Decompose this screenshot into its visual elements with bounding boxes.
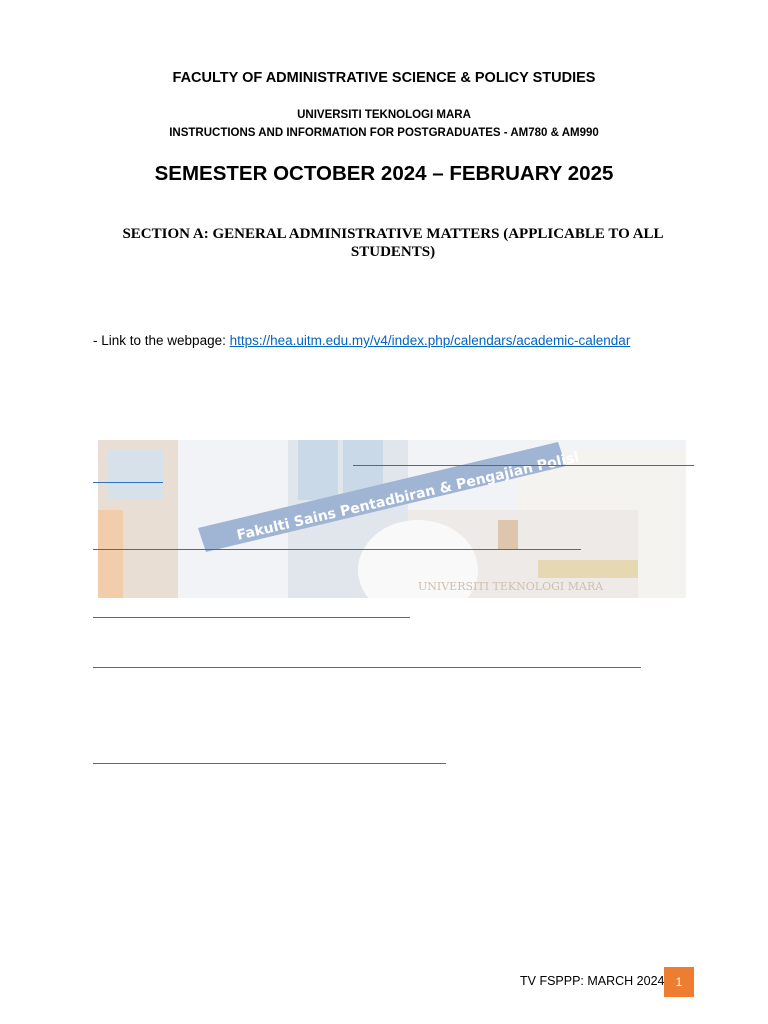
link-prefix: - Link to the webpage: [93, 333, 230, 348]
blank-link-line[interactable] [93, 667, 641, 668]
blank-link-line[interactable] [93, 763, 446, 764]
page-number-badge: 1 [664, 967, 694, 997]
building-text: UNIVERSITI TEKNOLOGI MARA [418, 580, 604, 593]
sign-text: Fakulti Sains Pentadbiran & Pengajian Polisi [235, 449, 581, 544]
blank-link-line[interactable] [353, 465, 694, 466]
faculty-building-photo [98, 440, 686, 598]
section-a-heading: SECTION A: GENERAL ADMINISTRATIVE MATTERS (APPLICABLE TO ALL STUDENTS) [122, 226, 664, 260]
academic-calendar-link[interactable]: https://hea.uitm.edu.my/v4/index.php/calendars/academic-calendar [229, 333, 631, 348]
blank-link-line[interactable] [93, 549, 581, 550]
faculty-title: FACULTY OF ADMINISTRATIVE SCIENCE & POLICY STUDIES [172, 70, 596, 86]
instructions-heading: INSTRUCTIONS AND INFORMATION FOR POSTGRADUATES - AM780 & AM990 [169, 127, 599, 139]
university-name: UNIVERSITI TEKNOLOGI MARA [297, 109, 471, 121]
webpage-link-line [93, 333, 630, 348]
footer-label: TV FSPPP: MARCH 2024 [520, 974, 665, 988]
semester-title: SEMESTER OCTOBER 2024 – FEBRUARY 2025 [154, 162, 614, 185]
blank-link-line[interactable] [93, 482, 163, 483]
blank-link-line[interactable] [93, 617, 410, 618]
